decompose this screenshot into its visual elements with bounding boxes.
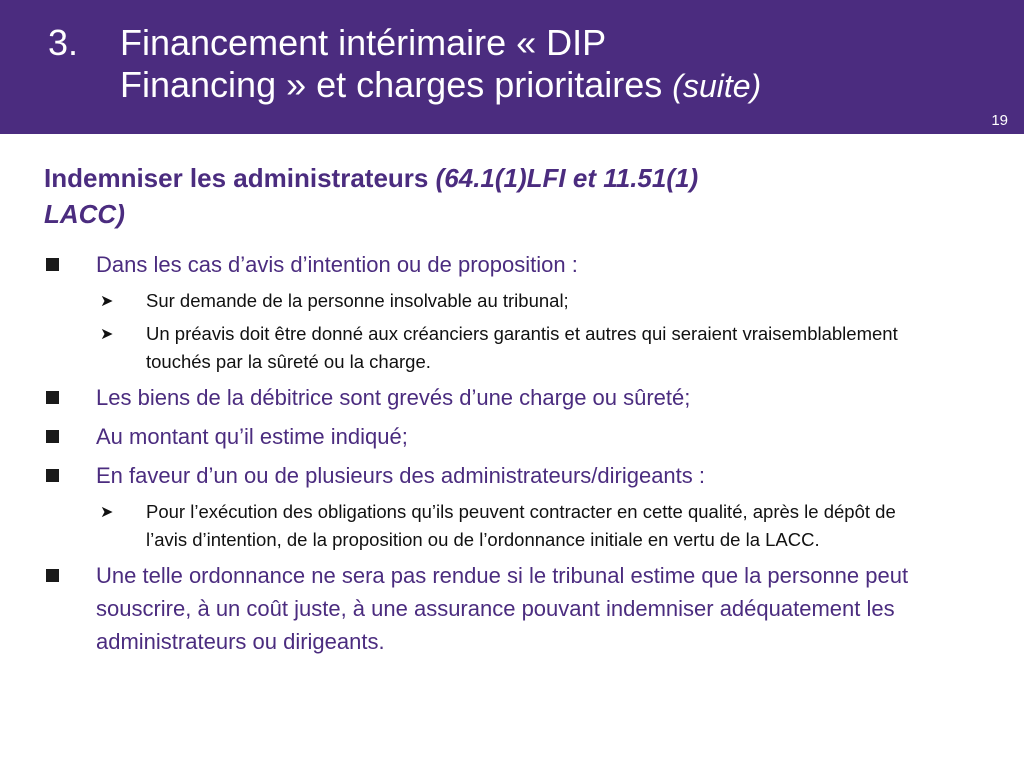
title-suffix: (suite) (672, 68, 762, 104)
square-bullet-icon (46, 430, 59, 443)
title-bar (0, 0, 1024, 134)
bullet-text: Au montant qu’il estime indiqué; (96, 424, 408, 449)
bullet-item (0, 381, 1024, 414)
sub-bullet-text: Pour l’exécution des obligations qu’ils peuvent contracter en cette qualité, après le dépôt de l’avis d’intention, de la proposition ou de l’ordonnance initiale en vertu de la LACC. (146, 501, 896, 550)
arrowhead-bullet-icon: ➤ (100, 324, 114, 343)
sub-bullet-item (0, 320, 1024, 376)
bullet-text: Dans les cas d’avis d’intention ou de proposition : (96, 252, 578, 277)
bullet-item (0, 559, 1024, 658)
bullet-item (0, 459, 1024, 492)
sub-bullet-item (0, 287, 1024, 315)
sub-bullet-item (0, 498, 1024, 554)
section-heading-main: Indemniser les administrateurs (44, 163, 429, 193)
square-bullet-icon (46, 258, 59, 271)
bullet-text: Une telle ordonnance ne sera pas rendue si le tribunal estime que la personne peut souscrire, à un coût juste, à une assurance pouvant indemniser adéquatement les administrateurs ou dirigeants. (96, 563, 909, 654)
square-bullet-icon (46, 391, 59, 404)
square-bullet-icon (46, 469, 59, 482)
bullet-text: En faveur d’un ou de plusieurs des administrateurs/dirigeants : (96, 463, 706, 488)
bullet-item (0, 248, 1024, 281)
title-line-1: Financement intérimaire « DIP (120, 22, 607, 63)
arrowhead-bullet-icon: ➤ (100, 502, 114, 521)
slide-title (120, 22, 960, 107)
section-heading-reference-2: LACC) (44, 199, 125, 229)
section-heading (44, 160, 974, 232)
bullet-list (0, 248, 1024, 664)
bullet-item (0, 420, 1024, 453)
square-bullet-icon (46, 569, 59, 582)
section-heading-reference-1: (64.1(1)LFI et 11.51(1) (435, 163, 699, 193)
title-number: 3. (48, 22, 79, 63)
sub-bullet-text: Un préavis doit être donné aux créanciers garantis et autres qui seraient vraisemblablement touchés par la sûreté ou la charge. (146, 323, 898, 372)
title-line-2: Financing » et charges prioritaires (120, 64, 663, 105)
arrowhead-bullet-icon: ➤ (100, 291, 114, 310)
page-number: 19 (991, 112, 1008, 129)
bullet-text: Les biens de la débitrice sont grevés d’une charge ou sûreté; (96, 385, 691, 410)
sub-bullet-text: Sur demande de la personne insolvable au tribunal; (146, 290, 569, 311)
